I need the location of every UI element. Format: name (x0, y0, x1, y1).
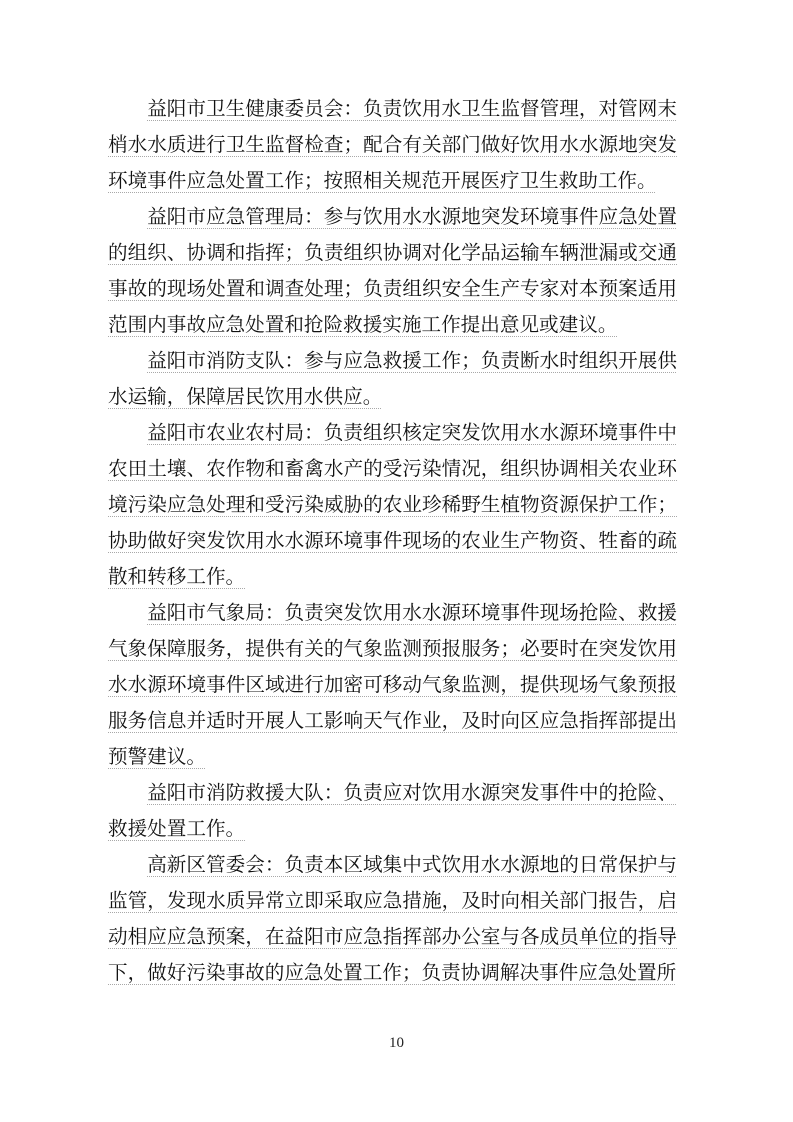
paragraph-hightech-zone-committee: 高新区管委会：负责本区域集中式饮用水水源地的日常保护与监管，发现水质异常立即采取应急措施，及时向相关部门报告，启动相应应急预案，在益阳市应急指挥部办公室与各成员单位的指导下，做好污染事故的应急处置工作；负责协调解决事件应急处置所 (108, 855, 677, 984)
paragraph-meteorological-bureau: 益阳市气象局：负责突发饮用水水源环境事件现场抢险、救援气象保障服务，提供有关的气象监测预报服务；必要时在突发饮用水水源环境事件区域进行加密可移动气象监测，提供现场气象预报服务信息并适时开展人工影响天气作业，及时向区应急指挥部提出预警建议。 (108, 603, 677, 768)
document-body (108, 92, 677, 992)
page-footer (0, 1034, 793, 1052)
paragraph-fire-rescue-detachment: 益阳市消防救援大队：负责应对饮用水源突发事件中的抢险、救援处置工作。 (108, 783, 677, 840)
page-number: 10 (389, 1035, 404, 1051)
paragraph-agriculture-rural-bureau: 益阳市农业农村局：负责组织核定突发饮用水水源环境事件中农田土壤、农作物和畜禽水产的受污染情况，组织协调相关农业环境污染应急处理和受污染威胁的农业珍稀野生植物资源保护工作；协助做好突发饮用水水源环境事件现场的农业生产物资、牲畜的疏散和转移工作。 (108, 423, 677, 588)
paragraph-health-commission: 益阳市卫生健康委员会：负责饮用水卫生监督管理，对管网末梢水水质进行卫生监督检查；配合有关部门做好饮用水水源地突发环境事件应急处置工作；按照相关规范开展医疗卫生救助工作。 (108, 99, 677, 192)
paragraph-fire-brigade: 益阳市消防支队：参与应急救援工作；负责断水时组织开展供水运输，保障居民饮用水供应。 (108, 351, 677, 408)
paragraph-emergency-management-bureau: 益阳市应急管理局：参与饮用水水源地突发环境事件应急处置的组织、协调和指挥；负责组织协调对化学品运输车辆泄漏或交通事故的现场处置和调查处理；负责组织安全生产专家对本预案适用范围内事故应急处置和抢险救援实施工作提出意见或建议。 (108, 207, 677, 336)
